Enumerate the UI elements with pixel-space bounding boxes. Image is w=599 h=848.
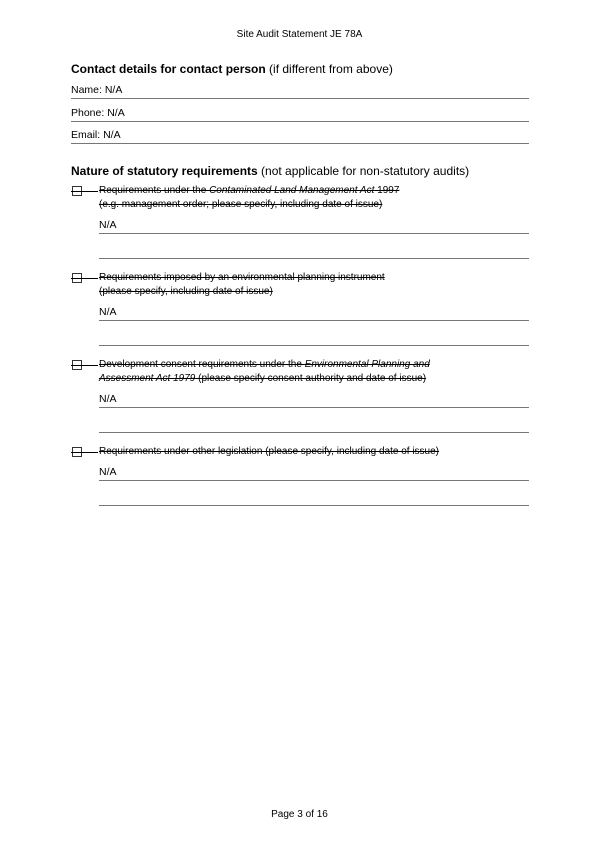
contact-heading-rest: (if different from above) [265, 62, 393, 76]
option-3-line1: Development consent requirements under the Environmental Planning and [99, 359, 430, 370]
option-3-text [99, 358, 529, 386]
option-1-line1: Requirements under the Contaminated Land Management Act 1997 [99, 185, 400, 196]
option-2-blank-line [99, 344, 529, 346]
statutory-heading-bold: Nature of statutory requirements [71, 164, 258, 178]
option-1-blank-line [99, 257, 529, 259]
option-1-answer: N/A [99, 219, 529, 234]
contact-phone-field: Phone: N/A [71, 107, 529, 122]
option-2-line1: Requirements imposed by an environmental planning instrument [99, 272, 385, 283]
contact-name-field: Name: N/A [71, 84, 529, 99]
page-footer: Page 3 of 16 [271, 809, 328, 820]
option-4-blank-line [99, 504, 529, 506]
statutory-heading-rest: (not applicable for non-statutory audits) [257, 164, 470, 178]
contact-heading [71, 62, 393, 76]
option-4-text [99, 445, 529, 459]
strike-line [71, 365, 98, 366]
option-2-text [99, 271, 529, 299]
strike-line [71, 278, 98, 279]
contact-email-field: Email: N/A [71, 129, 529, 144]
strike-line [71, 191, 98, 192]
option-4-line1: Requirements under other legislation (please specify, including date of issue) [99, 446, 440, 457]
contact-heading-bold: Contact details for contact person [71, 62, 266, 76]
page-header: Site Audit Statement JE 78A [236, 29, 363, 40]
option-2-answer: N/A [99, 306, 529, 321]
strike-line [71, 452, 98, 453]
option-1-text [99, 184, 529, 212]
option-3-answer: N/A [99, 393, 529, 408]
statutory-heading [71, 164, 469, 178]
option-4-answer: N/A [99, 466, 529, 481]
option-2-line2: (please specify, including date of issue) [99, 286, 273, 297]
option-3-blank-line [99, 431, 529, 433]
option-1-line2: (e.g. management order; please specify, including date of issue) [99, 199, 383, 210]
option-3-line2: Assessment Act 1979 (please specify consent authority and date of issue) [99, 373, 427, 384]
